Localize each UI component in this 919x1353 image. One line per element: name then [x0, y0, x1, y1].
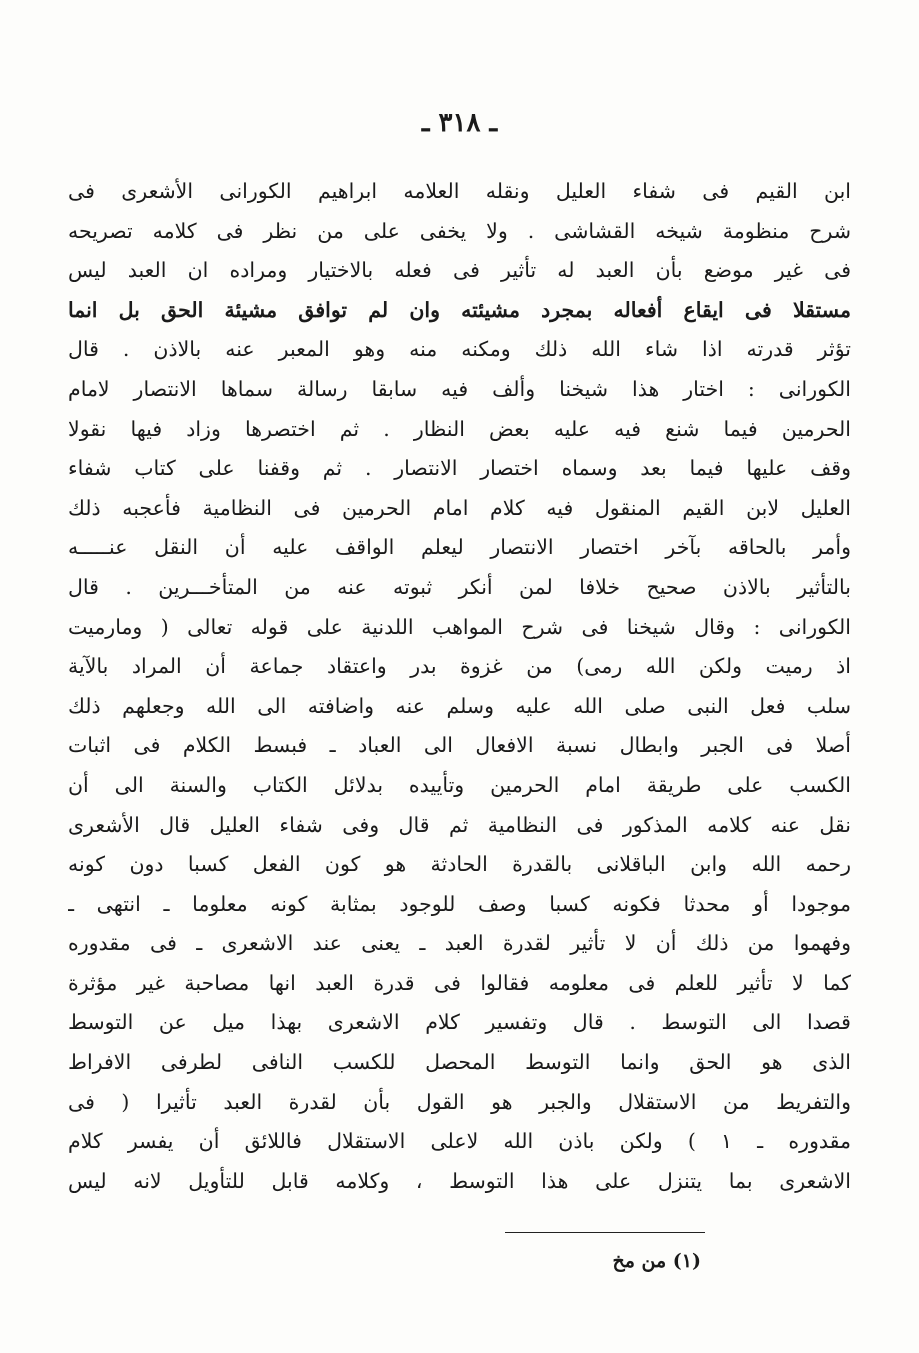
- text-line: كما لا تأثير للعلم فى معلومه فقالوا فى قدرة العبد انها مصاحبة غير مؤثرة: [68, 970, 851, 995]
- text-line: مستقلا فى ايقاع أفعاله بمجرد مشيئته وان لم توافق مشيئة الحق بل انما: [68, 297, 851, 322]
- text-line: ابن القيم فى شفاء العليل ونقله العلامه ابراهيم الكورانى الأشعرى فى: [68, 179, 851, 203]
- text-line: شرح منظومة شيخه القشاشى . ولا يخفى على من نظر فى كلامه تصريحه: [68, 218, 851, 243]
- text-line: بالتأثير بالاذن صحيح خلافا لمن أنكر ثبوته عنه من المتأخـــرين . قال: [68, 574, 851, 599]
- text-line: سلب فعل النبى صلى الله عليه وسلم عنه واضافته الى الله وجعلهم ذلك: [68, 693, 851, 718]
- page-number: ـ ٣١٨ ـ: [421, 108, 498, 138]
- footnote: (١) من مخ: [612, 1250, 701, 1272]
- text-line: قصدا الى التوسط . قال وتفسير كلام الاشعرى بهذا ميل عن التوسط: [68, 1010, 851, 1035]
- text-line: الكورانى : اختار هذا شيخنا وألف فيه سابقا رسالة سماها الانتصار لامام: [68, 376, 851, 401]
- text-line: وأمر بالحاقه بآخر اختصار الانتصار ليعلم الواقف عليه أن النقل عنـــــه: [68, 535, 851, 560]
- text-line: أصلا فى الجبر وابطال نسبة الافعال الى العباد ـ فبسط الكلام فى اثبات: [68, 733, 851, 758]
- text-line: الاشعرى بما يتنزل على هذا التوسط ، وكلامه قابل للتأويل لانه ليس: [68, 1168, 851, 1193]
- text-line: العليل لابن القيم المنقول فيه كلام امام الحرمين فى النظامية فأعجبه ذلك: [68, 495, 851, 520]
- text-line: الكسب على طريقة امام الحرمين وتأييده بدلائل الكتاب والسنة الى أن: [68, 772, 851, 797]
- text-line: الذى هو الحق وانما التوسط المحصل للكسب النافى لطرفى الافراط: [68, 1050, 851, 1075]
- text-line: وفهموا من ذلك أن لا تأثير لقدرة العبد ـ يعنى عند الاشعرى ـ فى مقدوره: [68, 931, 851, 956]
- text-line: والتفريط من الاستقلال والجبر هو القول بأن لقدرة العبد تأثيرا ( فى: [68, 1089, 851, 1114]
- text-line: اذ رميت ولكن الله رمى) من غزوة بدر واعتقاد جماعة أن المراد بالآية: [68, 654, 851, 679]
- text-line: الكورانى : وقال شيخنا فى شرح المواهب اللدنية على قوله تعالى ( ومارميت: [68, 614, 851, 639]
- text-line: مقدوره ـ ١ ) ولكن باذن الله لاعلى الاستقلال فاللائق أن يفسر كلام: [68, 1129, 851, 1154]
- text-line: تؤثر قدرته اذا شاء الله ذلك ومكنه منه وهو المعبر عنه بالاذن . قال: [68, 337, 851, 362]
- text-line: موجودا أو محدثا فكونه كسبا وصف للوجود بمثابة كونه معلوما ـ انتهى ـ: [68, 891, 851, 916]
- text-line: نقل عنه كلامه المذكور فى النظامية ثم قال وفى شفاء العليل قال الأشعرى: [68, 812, 851, 837]
- body-text: [68, 172, 851, 1201]
- text-line: فى غير موضع بأن العبد له تأثير فى فعله بالاختيار ومراده ان العبد ليس: [68, 258, 851, 283]
- text-line: رحمه الله وابن الباقلانى بالقدرة الحادثة هو كون الفعل كسبا دون كونه: [68, 852, 851, 877]
- text-line: الحرمين فيما شنع فيه عليه بعض النظار . ثم اختصرها وزاد فيها نقولا: [68, 416, 851, 441]
- text-line: وقف عليها فيما بعد وسماه اختصار الانتصار . ثم وقفنا على كتاب شفاء: [68, 456, 851, 481]
- footnote-divider: [505, 1232, 705, 1233]
